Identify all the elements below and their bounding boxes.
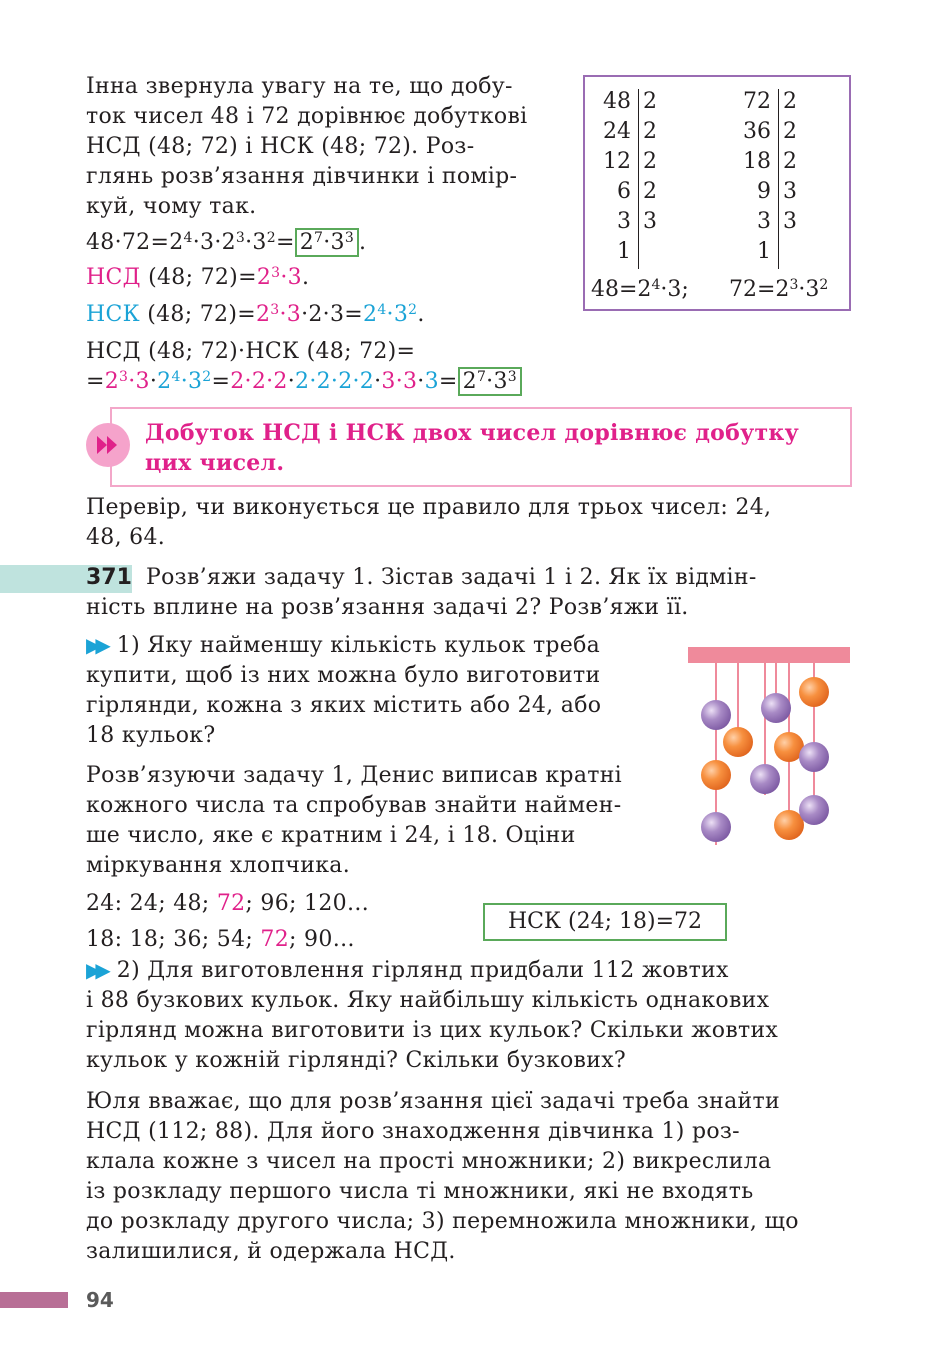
- gcd-factors: $2^3\cdot 3$: [104, 369, 150, 394]
- gcd-twos: 2·2·2: [230, 369, 288, 394]
- lcm-factors: $2^4\cdot 3^2$: [157, 369, 212, 394]
- fast-forward-icon: [86, 423, 130, 467]
- multiples-18: 18: 18; 36; 54; 72; 90…: [86, 927, 355, 952]
- orange-ball: [701, 760, 731, 790]
- gcd-label: НСД: [86, 265, 141, 290]
- gcd-threes: 3·3: [381, 369, 418, 394]
- garland-illustration: [688, 645, 852, 850]
- orange-ball: [774, 810, 804, 840]
- purple-ball: [750, 764, 780, 794]
- orange-ball: [723, 727, 753, 757]
- equation-text: ·: [374, 369, 382, 394]
- equation-text: =: [86, 369, 105, 394]
- text-line: ▶▶ 1) Яку найменшу кількість кульок треба: [86, 630, 662, 661]
- equation-text: ·: [417, 369, 425, 394]
- text-line: 18 кульок?: [86, 723, 216, 748]
- equation-text: ·: [287, 369, 296, 394]
- text-line: 48, 64.: [86, 525, 166, 550]
- rule-text: [145, 418, 845, 478]
- equation-text: ·2·3=: [301, 302, 363, 327]
- lcm-three: 3: [424, 369, 439, 394]
- text-line: НСД (48; 72) і НСК (48; 72). Роз-: [86, 134, 475, 159]
- problem-1: [86, 630, 662, 751]
- purple-ball: [701, 700, 731, 730]
- task-statement: [86, 563, 848, 623]
- divider-line: [778, 89, 779, 269]
- intro-paragraph: [86, 72, 556, 222]
- equation-text: (48; 72)=: [140, 265, 257, 290]
- text-line: купити, щоб із них можна було виготовити: [86, 663, 601, 688]
- equation-text: (48; 72)=: [139, 302, 256, 327]
- equation-text: ·: [149, 369, 158, 394]
- check-paragraph: [86, 493, 848, 553]
- common-multiple: 72: [260, 927, 290, 952]
- orange-ball: [799, 677, 829, 707]
- task-number: 371: [86, 565, 132, 590]
- result-box: $2^7\cdot 3^3$: [295, 228, 359, 257]
- lcm-result-box: НСК (24; 18)=72: [483, 903, 727, 941]
- text-line: ність вплине на розв’язання задачі 2? Розв’яжи її.: [86, 595, 689, 620]
- divider-line: [638, 89, 639, 269]
- equation-product: $48\cdot 72=2^4\cdot 3\cdot 2^3\cdot 3^2= 2^7\cdot 3^3$ .: [86, 230, 367, 255]
- text-line: кожного числа та спробував знайти наймен-: [86, 793, 622, 818]
- text-line: Розв’яжи задачу 1. Зістав задачі 1 і 2. Як їх відмін-: [146, 565, 757, 590]
- lcm-value: $2^4\cdot 3^2$: [363, 302, 418, 327]
- text-line: із розкладу першого числа ті множники, які не входять: [86, 1179, 754, 1204]
- text-line: ше число, яке є кратним і 24, і 18. Оціни: [86, 823, 576, 848]
- common-multiple: 72: [216, 891, 246, 916]
- text-line: гірлянд можна виготовити із цих кульок? Скільки жовтих: [86, 1018, 779, 1043]
- equation-gcd-times-lcm: НСД (48; 72)·НСК (48; 72)=: [86, 339, 416, 364]
- text-line: міркування хлопчика.: [86, 853, 350, 878]
- factorization-table: 48 2 24 2 12 2 6 2 3 3 1 72 2 36 2 18 2 9 3 3 3 1 $48=2^4\cdot 3$; $72=2^3\cdot 3^2$: [583, 75, 851, 311]
- purple-ball: [799, 795, 829, 825]
- text-line: Інна звернула увагу на те, що добу-: [86, 74, 513, 99]
- result-box: $2^7\cdot 3^3$: [458, 367, 522, 396]
- text-line: залишилися, й одержала НСД.: [86, 1239, 456, 1264]
- equation-lcm: НСК (48; $72)=2^3\cdot 3\cdot 2\cdot 3=2^4\cdot 3^2$.: [86, 302, 425, 327]
- double-arrow-icon: ▶▶: [86, 958, 105, 982]
- multiples-24: 24: 24; 48; 72; 96; 120…: [86, 891, 370, 916]
- purple-ball: [799, 742, 829, 772]
- garland-bar: [688, 647, 850, 663]
- text-line: куй, чому так.: [86, 194, 257, 219]
- text-line: ▶▶ 2) Для виготовлення гірлянд придбали 112 жовтих: [86, 955, 848, 986]
- equation-text: =: [211, 369, 231, 394]
- gcd-value: $2^3\cdot 3$: [256, 265, 302, 290]
- yulia-paragraph: [86, 1087, 848, 1267]
- lcm-label: НСК: [86, 302, 140, 327]
- equation-gcd: НСД (48; $72)=2^3\cdot 3$.: [86, 265, 310, 290]
- text-line: Перевір, чи виконується це правило для трьох чисел: 24,: [86, 495, 772, 520]
- text-line: і 88 бузкових кульок. Яку найбільшу кількість однакових: [86, 988, 770, 1013]
- equation-text: $48\cdot 72=2^4\cdot 3\cdot 2^3\cdot 3^2=$: [86, 230, 295, 255]
- equation-text: =: [438, 369, 458, 394]
- rule-line: цих чисел.: [145, 450, 285, 476]
- page-footer-bar: [0, 1292, 68, 1308]
- purple-ball: [701, 812, 731, 842]
- text-line: клала кожне з чисел на прості множники; 2) викреслила: [86, 1149, 772, 1174]
- page-number: 94: [86, 1288, 114, 1312]
- double-arrow-icon: ▶▶: [86, 633, 105, 657]
- factorization-72: $72=2^3\cdot 3^2$: [729, 277, 829, 302]
- rule-line: Добуток НСД і НСК двох чисел дорівнює добутку: [145, 420, 800, 446]
- equation-expanded: [86, 367, 522, 397]
- text-line: ток чисел 48 і 72 дорівнює добуткові: [86, 104, 528, 129]
- factorization-48: $48=2^4\cdot 3$;: [591, 277, 689, 302]
- lcm-part-a: $2^3\cdot 3$: [255, 302, 302, 327]
- text-line: глянь розв’язання дівчинки і помір-: [86, 164, 518, 189]
- text-line: до розкладу другого числа; 3) перемножила множники, що: [86, 1209, 799, 1234]
- purple-ball: [761, 693, 791, 723]
- text-line: НСД (112; 88). Для його знаходження дівчинка 1) роз-: [86, 1119, 740, 1144]
- text-line: гірлянди, кожна з яких містить або 24, або: [86, 693, 602, 718]
- text-line: кульок у кожній гірлянді? Скільки бузкових?: [86, 1048, 627, 1073]
- lcm-twos: 2·2·2·2: [295, 369, 375, 394]
- text-line: Юля вважає, що для розв’язання цієї задачі треба знайти: [86, 1089, 780, 1114]
- denys-paragraph: [86, 761, 662, 881]
- text-line: Розв’язуючи задачу 1, Денис виписав кратні: [86, 763, 623, 788]
- problem-2: [86, 955, 848, 1076]
